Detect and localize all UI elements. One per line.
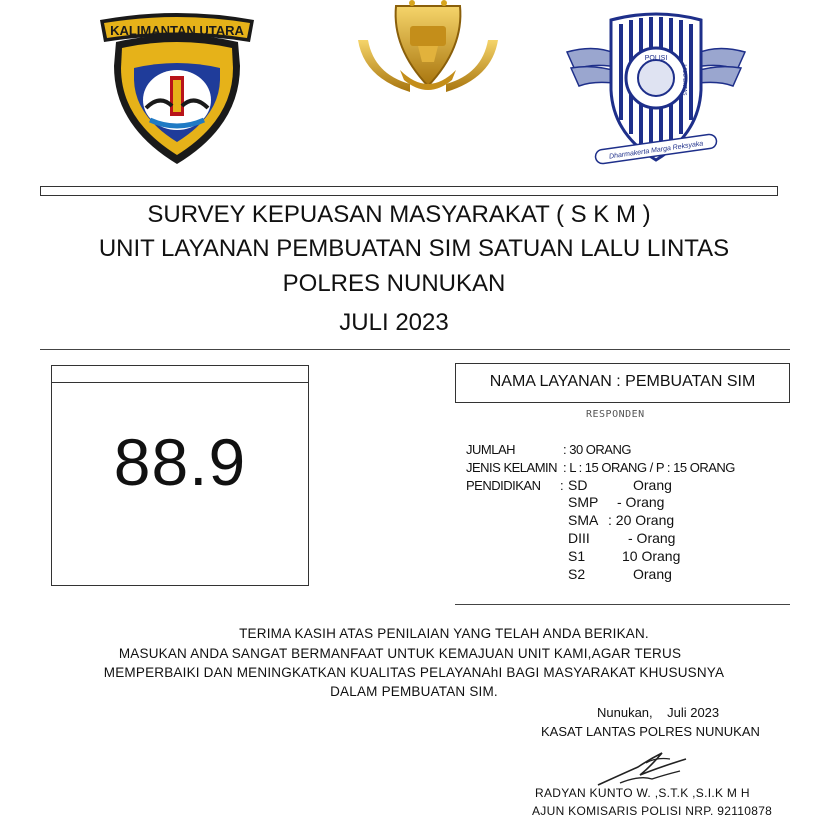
unit-title: UNIT LAYANAN PEMBUATAN SIM SATUAN LALU LINTAS (98, 235, 730, 262)
education-colon: : (560, 478, 564, 493)
signatory-rank: AJUN KOMISARIS POLISI NRP. 92110878 (532, 804, 773, 818)
score-box (51, 365, 309, 586)
edu-count-diii: - Orang (628, 530, 676, 546)
survey-title: SURVEY KEPUASAN MASYARAKAT ( S K M ) (147, 201, 651, 228)
edu-count-smp: - Orang (617, 494, 665, 510)
message-line-2: MASUKAN ANDA SANGAT BERMANFAAT UNTUK KEMAJUAN UNIT KAMI,AGAR TERUS (118, 646, 682, 661)
edu-level-sd: SD (568, 477, 588, 493)
edu-level-diii: DIII (568, 530, 590, 546)
kalimantan-utara-logo (94, 8, 260, 168)
header-divider-bar (40, 186, 778, 196)
lalu-lintas-logo (565, 10, 747, 172)
education-label: PENDIDIKAN (466, 478, 541, 493)
edu-count-sma: : 20 Orang (608, 512, 675, 528)
score-value: 88.9 (113, 425, 247, 499)
message-line-3: MEMPERBAIKI DAN MENINGKATKAN KUALITAS PELAYANAhI BAGI MASYARAKAT KHUSUSNYA (103, 665, 725, 680)
svg-text:Dharmakerta Marga Reksyaka: Dharmakerta Marga Reksyaka (608, 140, 704, 161)
message-line-1: TERIMA KASIH ATAS PENILAIAN YANG TELAH ANDA BERIKAN. (239, 626, 649, 641)
svg-text:POLISI: POLISI (644, 55, 668, 62)
message-line-4: DALAM PEMBUATAN SIM. (330, 684, 498, 699)
jumlah-value: : 30 ORANG (563, 442, 631, 457)
period-title: JULI 2023 (339, 309, 449, 336)
signature-place-date: Nunukan, Juli 2023 (597, 705, 720, 720)
edu-count-s1: 10 Orang (622, 548, 681, 564)
svg-text:LALU LINTAS: LALU LINTAS (681, 64, 687, 96)
gender-value: : L : 15 ORANG / P : 15 ORANG (563, 460, 735, 475)
logo-banner-text: KALIMANTAN UTARA (110, 23, 244, 38)
polres-title: POLRES NUNUKAN (282, 270, 506, 297)
jumlah-label: JUMLAH (466, 442, 516, 457)
title-divider (40, 349, 790, 350)
respondent-divider (455, 604, 790, 605)
polri-emblem-logo (350, 0, 506, 100)
edu-count-s2: Orang (633, 566, 672, 582)
edu-level-s1: S1 (568, 548, 586, 564)
gender-label: JENIS KELAMIN (466, 460, 558, 475)
edu-level-sma: SMA (568, 512, 599, 528)
score-box-tab (52, 366, 308, 383)
respondent-heading: RESPONDEN (586, 409, 645, 420)
edu-level-s2: S2 (568, 566, 586, 582)
edu-count-sd: Orang (633, 477, 672, 493)
signatory-name: RADYAN KUNTO W. ,S.T.K ,S.I.K M H (535, 786, 750, 800)
edu-level-smp: SMP (568, 494, 599, 510)
signature-position: KASAT LANTAS POLRES NUNUKAN (541, 724, 760, 739)
service-name-box: NAMA LAYANAN : PEMBUATAN SIM (455, 363, 790, 403)
